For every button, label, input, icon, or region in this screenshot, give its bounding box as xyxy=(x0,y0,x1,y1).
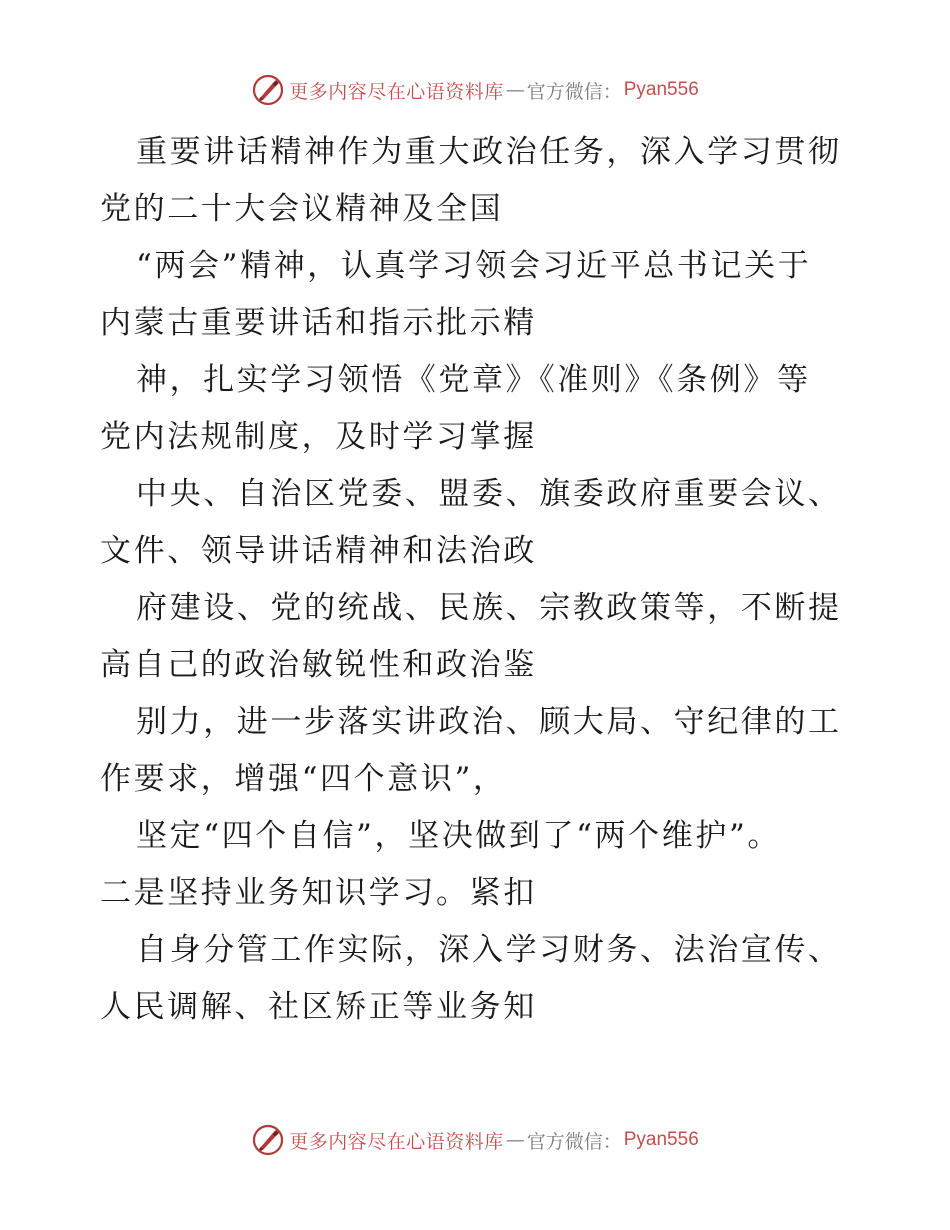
header-watermark xyxy=(0,70,950,110)
watermark-wechat-label: 官方微信： xyxy=(526,1130,622,1153)
pen-logo-icon xyxy=(251,1123,285,1157)
text-line: “两会”精神，认真学习领会习近平总书记关于 xyxy=(136,248,812,284)
document-body xyxy=(100,124,860,1036)
footer-watermark xyxy=(0,1120,950,1160)
watermark-wechat-id: Pyan556 xyxy=(623,79,699,100)
text-line: 人民调解、社区矫正等业务知 xyxy=(100,989,537,1025)
text-line: 作要求，增强“四个意识”， xyxy=(100,761,507,797)
text-line: 内蒙古重要讲话和指示批示精 xyxy=(100,305,537,341)
text-line: 二是坚持业务知识学习。紧扣 xyxy=(100,875,537,911)
watermark-main-text: 更多内容尽在心语资料库 xyxy=(289,1130,504,1153)
text-line: 神，扎实学习领悟《党章》《准则》《条例》等 xyxy=(136,362,811,398)
text-line: 中央、自治区党委、盟委、旗委政府重要会议、 xyxy=(136,476,842,512)
text-line: 自身分管工作实际，深入学习财务、法治宣传、 xyxy=(136,932,842,968)
watermark-wechat-id: Pyan556 xyxy=(623,1129,699,1150)
pen-logo-icon xyxy=(251,73,285,107)
text-line: 党的二十大会议精神及全国 xyxy=(100,191,504,227)
text-line: 坚定“四个自信”，坚决做到了“两个维护”。 xyxy=(136,818,781,854)
text-line: 重要讲话精神作为重大政治任务，深入学习贯彻 xyxy=(136,134,842,170)
watermark-separator: — xyxy=(505,1129,525,1151)
watermark-separator: — xyxy=(505,79,525,101)
watermark-main-text: 更多内容尽在心语资料库 xyxy=(289,80,504,103)
text-line: 府建设、党的统战、民族、宗教政策等，不断提 xyxy=(136,590,842,626)
text-line: 文件、领导讲话精神和法治政 xyxy=(100,533,537,569)
watermark-wechat-label: 官方微信： xyxy=(526,80,622,103)
text-line: 别力，进一步落实讲政治、顾大局、守纪律的工 xyxy=(136,704,842,740)
text-line: 高自己的政治敏锐性和政治鉴 xyxy=(100,647,537,683)
text-line: 党内法规制度，及时学习掌握 xyxy=(100,419,537,455)
